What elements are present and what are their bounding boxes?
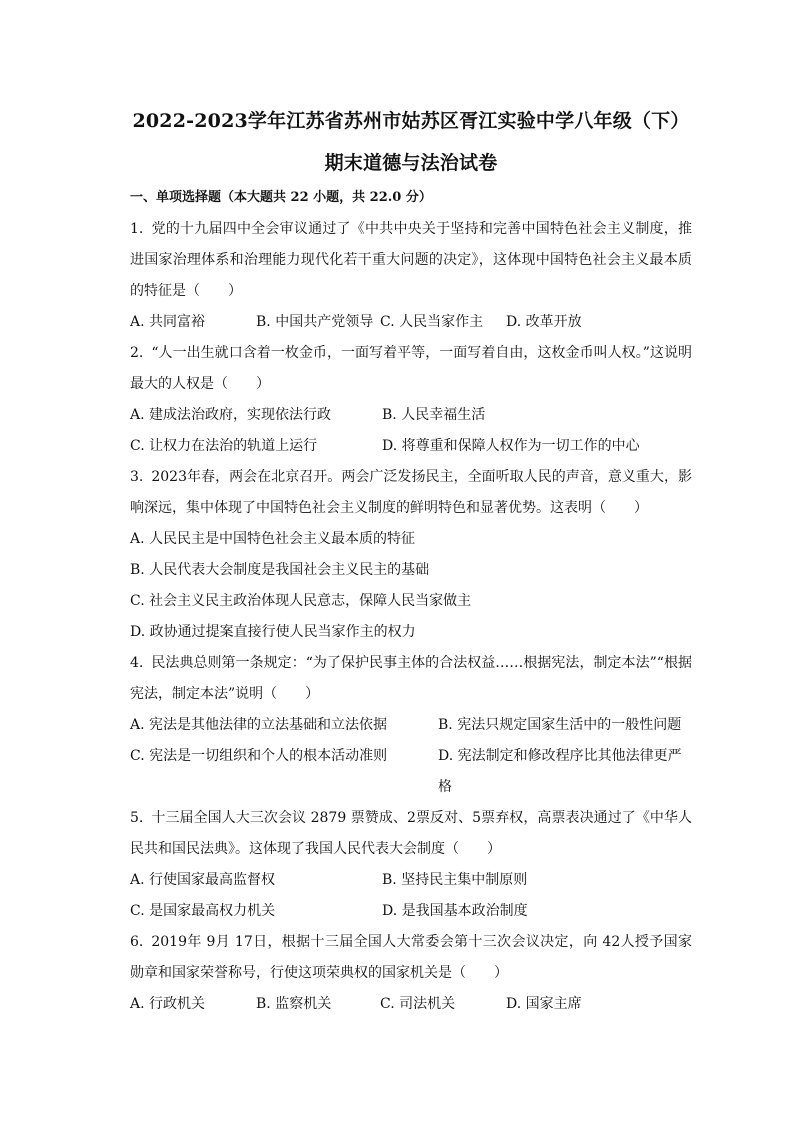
question-text: 民法典总则第一条规定：“为了保护民事主体的合法权益……根据宪法，制定本法”“根据宪法，制定本法”说明（ ）: [130, 655, 692, 702]
option-d[interactable]: D. 政协通过提案直接行使人民当家作主的权力: [130, 624, 416, 640]
option-d[interactable]: D. 是我国基本政治制度: [382, 903, 528, 919]
question-number: 6.: [130, 934, 144, 950]
option-b[interactable]: B. 人民幸福生活: [382, 407, 486, 423]
question-2-options: [130, 400, 692, 462]
option-b[interactable]: B. 宪法只规定国家生活中的一般性问题: [438, 717, 682, 733]
question-number: 4.: [130, 655, 144, 671]
question-1-options: [130, 307, 692, 338]
option-b[interactable]: B. 中国共产党领导: [256, 314, 374, 330]
question-2: [130, 338, 692, 400]
option-d[interactable]: D. 将尊重和保障人权作为一切工作的中心: [382, 438, 640, 454]
question-text: “人一出生就口含着一枚金币，一面写着平等，一面写着自由，这枚金币叫人权。”这说明最大的人权是（ ）: [130, 345, 692, 392]
question-4-options: [130, 710, 692, 803]
question-5-options: [130, 865, 692, 927]
question-4: [130, 648, 692, 710]
section-heading: 一、单项选择题（本大题共 22 小题，共 22.0 分）: [130, 190, 432, 205]
question-number: 5.: [130, 810, 144, 826]
option-a[interactable]: A. 建成法治政府，实现依法行政: [130, 407, 332, 423]
option-b[interactable]: B. 人民代表大会制度是我国社会主义民主的基础: [130, 562, 430, 578]
option-d[interactable]: D. 国家主席: [506, 996, 582, 1012]
question-text: 2023年春，两会在北京召开。两会广泛发扬民主，全面听取人民的声音，意义重大，影响深远，集中体现了中国特色社会主义制度的鲜明特色和显著优势。这表明（ ）: [130, 469, 692, 516]
document-title-line1: 2022-2023学年江苏省苏州市姑苏区胥江实验中学八年级（下）: [132, 110, 690, 132]
question-1: [130, 214, 692, 307]
option-c[interactable]: C. 司法机关: [380, 996, 456, 1012]
document-title-line2: 期末道德与法治试卷: [324, 152, 498, 174]
option-b[interactable]: B. 监察机关: [256, 996, 332, 1012]
question-number: 2.: [130, 345, 144, 361]
question-6: [130, 927, 692, 989]
option-c[interactable]: C. 是国家最高权力机关: [130, 903, 276, 919]
option-c[interactable]: C. 社会主义民主政治体现人民意志，保障人民当家做主: [130, 593, 472, 609]
option-d[interactable]: D. 宪法制定和修改程序比其他法律更严格: [438, 748, 682, 795]
option-c[interactable]: C. 让权力在法治的轨道上运行: [130, 438, 318, 454]
option-a[interactable]: A. 行使国家最高监督权: [130, 872, 276, 888]
question-text: 党的十九届四中全会审议通过了《中共中央关于坚持和完善中国特色社会主义制度，推进国家治理体系和治理能力现代化若干重大问题的决定》，这体现中国特色社会主义最本质的特征是（ ）: [130, 221, 692, 299]
option-d[interactable]: D. 改革开放: [506, 314, 582, 330]
question-6-options: [130, 989, 692, 1020]
option-c[interactable]: C. 宪法是一切组织和个人的根本活动准则: [130, 748, 388, 764]
question-text: 2019年 9月 17日，根据十三届全国人大常委会第十三次会议决定，向 42人授予国家勋章和国家荣誉称号，行使这项荣典权的国家机关是（ ）: [130, 934, 692, 981]
question-5: [130, 803, 692, 865]
option-a[interactable]: A. 共同富裕: [130, 314, 206, 330]
question-3-options: [130, 524, 692, 648]
question-number: 1.: [130, 221, 144, 237]
option-a[interactable]: A. 行政机关: [130, 996, 206, 1012]
question-3: [130, 462, 692, 524]
option-c[interactable]: C. 人民当家作主: [380, 314, 484, 330]
question-number: 3.: [130, 469, 144, 485]
option-a[interactable]: A. 宪法是其他法律的立法基础和立法依据: [130, 717, 388, 733]
option-a[interactable]: A. 人民民主是中国特色社会主义最本质的特征: [130, 531, 416, 547]
option-b[interactable]: B. 坚持民主集中制原则: [382, 872, 528, 888]
question-text: 十三届全国人大三次会议 2879 票赞成、2票反对、5票弃权，高票表决通过了《中华人民共和国民法典》。这体现了我国人民代表大会制度（ ）: [130, 810, 692, 857]
